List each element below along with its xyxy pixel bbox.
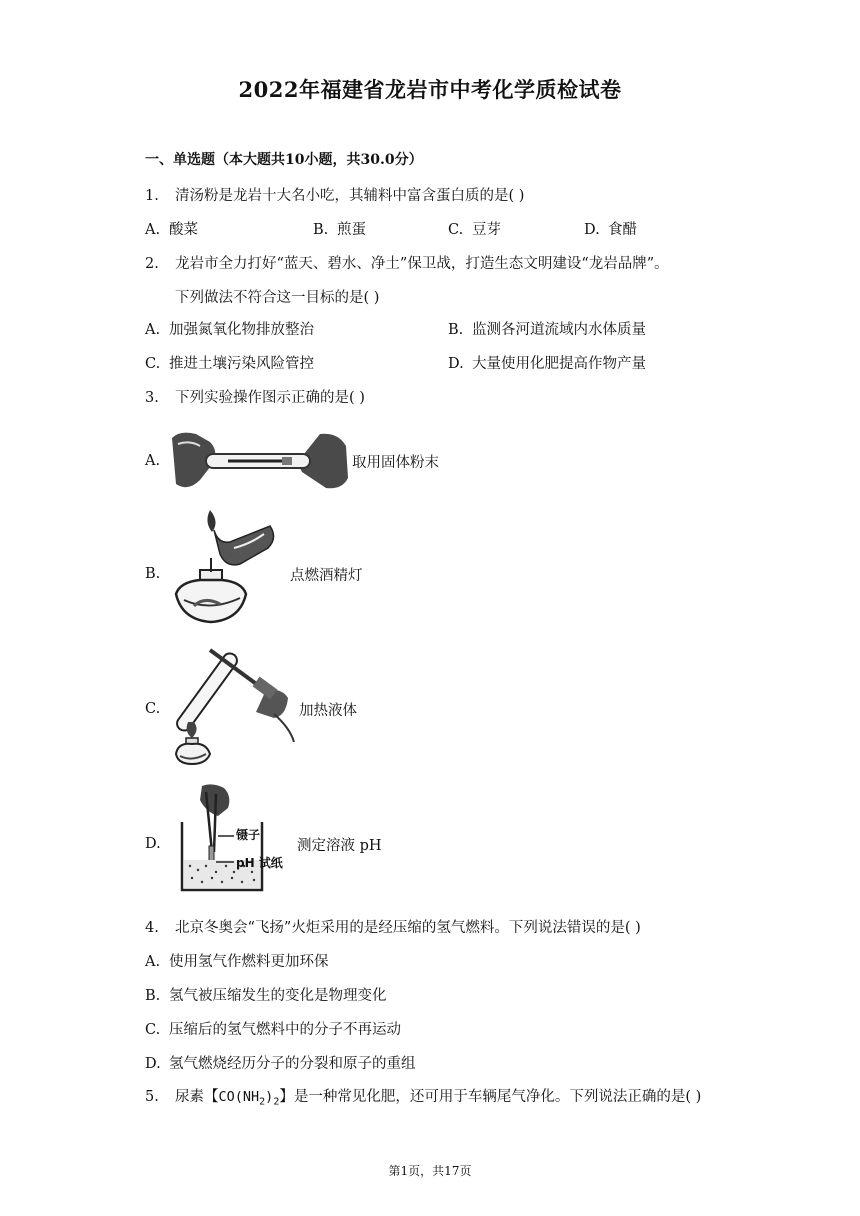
question-2 xyxy=(145,254,669,274)
question-text: 清汤粉是龙岩十大名小吃，其辅料中富含蛋白质的是( ) xyxy=(175,188,525,204)
q2-option-d: D. 大量使用化肥提高作物产量 xyxy=(448,356,646,372)
powder-transfer-figure xyxy=(170,428,350,494)
ph-measure-figure xyxy=(172,782,296,894)
q4-option-a: A. 使用氢气作燃料更加环保 xyxy=(145,954,329,970)
question-number: 4. xyxy=(145,920,159,936)
question-number: 5. xyxy=(145,1089,159,1105)
q1-option-a: A. 酸菜 xyxy=(145,222,198,238)
q1-option-b: B. 煎蛋 xyxy=(313,222,366,238)
q1-option-d: D. 食醋 xyxy=(584,222,637,238)
question-1 xyxy=(145,186,524,206)
question-text: 龙岩市全力打好“蓝天、碧水、净土”保卫战，打造生态文明建设“龙岩品牌”。 xyxy=(175,256,669,272)
question-4 xyxy=(145,918,641,938)
question-5 xyxy=(145,1087,701,1113)
q4-option-b: B. 氢气被压缩发生的变化是物理变化 xyxy=(145,988,387,1004)
q4-option-d: D. 氢气燃烧经历分子的分裂和原子的重组 xyxy=(145,1056,416,1072)
question-2-line-2: 下列做法不符合这一目标的是( ) xyxy=(175,290,380,306)
question-number: 2. xyxy=(145,256,159,272)
q3-option-b-text: 点燃酒精灯 xyxy=(290,568,363,584)
q3-option-d-letter: D. xyxy=(145,836,161,852)
question-text: 北京冬奥会“飞扬”火炬采用的是经压缩的氢气燃料。下列说法错误的是( ) xyxy=(175,920,641,936)
alcohol-lamp-figure xyxy=(170,508,282,630)
page-footer: 第1页，共17页 xyxy=(388,1164,472,1178)
q3-option-a-text: 取用固体粉末 xyxy=(352,455,439,471)
q2-option-c: C. 推进土壤污染风险管控 xyxy=(145,356,314,372)
q3-option-c-letter: C. xyxy=(145,701,161,717)
q2-option-b: B. 监测各河道流域内水体质量 xyxy=(448,322,646,338)
q4-option-c: C. 压缩后的氢气燃料中的分子不再运动 xyxy=(145,1022,401,1038)
question-3 xyxy=(145,388,365,408)
question-text: 下列实验操作图示正确的是( ) xyxy=(175,390,365,406)
question-number: 1. xyxy=(145,188,159,204)
urea-formula: $CO(NH_2)_2$ xyxy=(218,1089,280,1108)
heating-liquid-figure xyxy=(170,642,296,766)
question-text-pre: 尿素【 xyxy=(175,1089,219,1105)
q3-option-a-letter: A. xyxy=(145,453,161,469)
page-title: 2022年福建省龙岩市中考化学质检试卷 xyxy=(238,77,622,102)
q2-option-a: A. 加强氮氧化物排放整治 xyxy=(145,322,314,338)
q3-option-b-letter: B. xyxy=(145,566,161,582)
question-text-post: 】是一种常见化肥，还可用于车辆尾气净化。下列说法正确的是( ) xyxy=(279,1089,702,1105)
q3-option-c-text: 加热液体 xyxy=(299,703,357,719)
question-number: 3. xyxy=(145,390,159,406)
ph-paper-label: pH 试纸 xyxy=(236,856,283,870)
q3-option-d-text: 测定溶液 pH xyxy=(297,838,382,854)
section-heading: 一、单选题（本大题共10小题，共30.0分） xyxy=(145,152,423,168)
tweezers-label: 镊子 xyxy=(236,828,261,842)
q1-option-c: C. 豆芽 xyxy=(448,222,501,238)
